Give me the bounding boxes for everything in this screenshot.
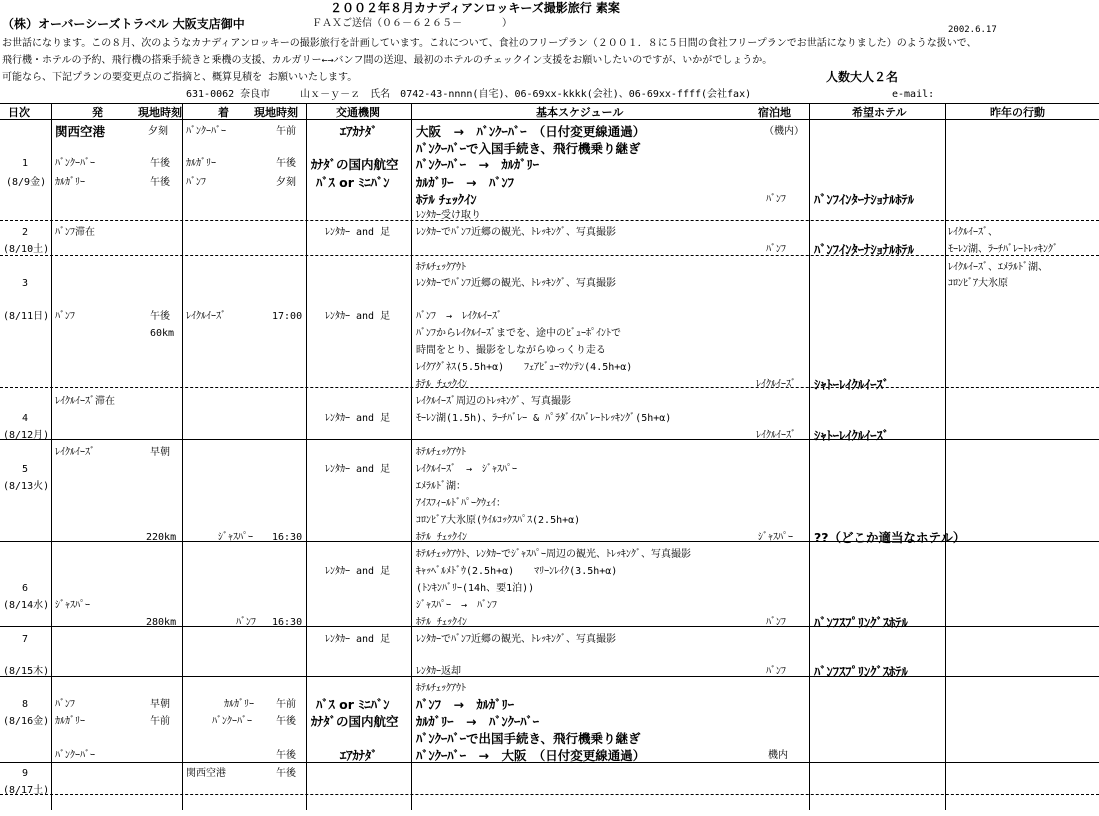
table-cell: ﾎﾃﾙ ﾁｪｯｸｲﾝ — [416, 532, 468, 543]
table-cell: 16:30 — [272, 617, 303, 628]
table-cell: ｴｱｶﾅﾀﾞ — [340, 748, 378, 763]
table-cell: 大阪 → ﾊﾞﾝｸｰﾊﾞｰ （日付変更線通過） — [416, 124, 646, 139]
table-cell: ﾎﾃﾙﾁｪｯｸｱｳﾄ、ﾚﾝﾀｶｰでｼﾞｬｽﾊﾟｰ周辺の観光、ﾄﾚｯｷﾝｸﾞ、写真撮影 — [416, 549, 691, 560]
table-cell: ﾎﾃﾙﾁｪｯｸｱｳﾄ — [416, 447, 466, 458]
col-header-arrive-time: 現地時刻 — [254, 106, 298, 119]
table-cell: ??（どこか適当なホテル） — [814, 530, 966, 545]
table-cell: ｶﾙｶﾞﾘｰ — [224, 699, 254, 710]
table-cell: ﾊﾞﾝﾌｽﾌﾟﾘﾝｸﾞｽﾎﾃﾙ — [814, 615, 908, 630]
table-cell: ｶﾅﾀﾞの国内航空 — [311, 157, 399, 172]
contact-info: 631-0062 奈良市 山ｘ－ｙ－ｚ 氏名 0742-43-nnnn(自宅)、06-69xx-kkkk(会社)、06-69xx-ffff(会社fax) — [186, 89, 752, 100]
table-cell: ﾊﾞﾝｸｰﾊﾞｰ — [55, 158, 95, 169]
table-cell: (8/13火) — [3, 481, 50, 492]
party-size: 人数大人２名 — [826, 70, 899, 84]
column-divider — [182, 103, 183, 810]
addressee: （株）オーバーシーズトラベル 大阪支店御中 — [2, 17, 245, 31]
table-cell: ﾊﾞﾝｸｰﾊﾞｰ — [186, 126, 226, 137]
table-cell: ﾚﾝﾀｶｰでﾊﾞﾝﾌ近郷の観光、ﾄﾚｯｷﾝｸﾞ、写真撮影 — [416, 278, 616, 289]
table-cell: ﾚﾝﾀｶｰ返却 — [416, 666, 461, 677]
table-cell: ﾊﾞﾝﾌからﾚｲｸﾙｲｰｽﾞまでを、途中のﾋﾞｭｰﾎﾟｲﾝﾄで — [416, 328, 621, 339]
table-cell: ﾚﾝﾀｶｰ and 足 — [325, 227, 391, 238]
table-cell: (8/12月) — [3, 430, 50, 441]
table-cell: 午後 — [276, 716, 296, 727]
table-cell: 時間をとり、撮影をしながらゆっくり走る — [416, 345, 606, 356]
table-cell: ﾊﾞﾝｸｰﾊﾞｰで入国手続き、飛行機乗り継ぎ — [416, 141, 641, 156]
col-header-lodging: 宿泊地 — [758, 106, 791, 119]
col-header-depart-time: 現地時刻 — [138, 106, 182, 119]
table-cell: ｼﾞｬｽﾊﾟｰ — [218, 532, 253, 543]
table-cell: 4 — [22, 413, 29, 424]
fax-number: ＦＡＸご送信（０６－６２６５－ ） — [312, 18, 512, 29]
table-cell: 早朝 — [150, 447, 170, 458]
table-cell: 280km — [146, 617, 177, 628]
row-separator — [0, 220, 1099, 221]
table-cell: ｶﾙｶﾞﾘｰ — [55, 177, 85, 188]
table-cell: ﾚｲｸﾙｲｰｽﾞ — [756, 379, 796, 390]
col-header-arrive: 着 — [218, 106, 229, 119]
table-cell: ﾚｲｸﾙｲｰｽﾞ、ｴﾒﾗﾙﾄﾞ湖、 — [948, 262, 1048, 273]
table-cell: 60km — [150, 328, 175, 339]
table-cell: ﾊﾞﾝｸｰﾊﾞｰ — [55, 750, 95, 761]
column-divider — [945, 103, 946, 810]
email-label: e-mail: — [892, 89, 935, 100]
table-cell: ｺﾛﾝﾋﾞｱ大氷原 — [948, 278, 1008, 289]
table-cell: 関西空港 — [55, 124, 106, 139]
table-cell: ﾊﾞﾝｸｰﾊﾞｰ → ｶﾙｶﾞﾘｰ — [416, 157, 539, 172]
table-cell: (8/14水) — [3, 600, 50, 611]
intro-text-line-1: お世話になります。この８月、次のようなカナディアンロッキーの撮影旅行を計画しています。これについて、食社のフリープラン（２００１．８に５日間の食社フリープランでお世話になりました）のような扱いで、 — [2, 38, 977, 49]
row-separator — [0, 255, 1099, 256]
table-cell: ｴｱｶﾅﾀﾞ — [340, 124, 378, 139]
table-cell: ｶﾙｶﾞﾘｰ — [186, 158, 216, 169]
table-cell: ﾊﾞﾝﾌ — [766, 194, 786, 205]
table-cell: 6 — [22, 583, 29, 594]
table-cell: ﾎﾃﾙﾁｪｯｸｱｳﾄ — [416, 262, 466, 273]
table-cell: (8/16金) — [3, 716, 50, 727]
table-cell: 9 — [22, 768, 29, 779]
table-cell: 5 — [22, 464, 29, 475]
table-top-border — [0, 103, 1099, 104]
table-cell: ﾚﾝﾀｶｰ and 足 — [325, 311, 391, 322]
table-cell: ﾓｰﾚﾝ湖(1.5h)、ﾗｰﾁﾊﾞﾚｰ & ﾊﾟﾗﾀﾞｲｽﾊﾞﾚｰﾄﾚｯｷﾝｸﾞ(5h+α) — [416, 413, 672, 424]
row-separator — [0, 676, 1099, 677]
table-cell: ﾚｲｸｱｸﾞﾈｽ(5.5h+α) ﾌｪｱﾋﾞｭｰﾏｳﾝﾃﾝ(4.5h+α) — [416, 362, 633, 373]
table-cell: ｶﾅﾀﾞの国内航空 — [311, 714, 399, 729]
column-divider — [51, 103, 52, 810]
table-cell: ﾊﾞﾝﾌｲﾝﾀｰﾅｼｮﾅﾙﾎﾃﾙ — [814, 242, 915, 257]
table-cell: ﾚﾝﾀｶｰ and 足 — [325, 634, 391, 645]
table-cell: (ﾄﾝｷﾝﾊﾞﾘｰ(14h、要1泊)) — [416, 583, 535, 594]
table-cell: ｶﾙｶﾞﾘｰ → ﾊﾞﾝﾌ — [416, 175, 514, 190]
table-cell: ﾚｲｸﾙｲｰｽﾞ — [55, 447, 95, 458]
table-cell: ﾚｲｸﾙｲｰｽﾞ、 — [948, 227, 998, 238]
table-cell: 夕刻 — [148, 126, 168, 137]
table-cell: ﾊﾞﾝﾌ — [236, 617, 256, 628]
table-cell: 午後 — [150, 177, 170, 188]
table-cell: ｶﾙｶﾞﾘｰ → ﾊﾞﾝｸｰﾊﾞｰ — [416, 714, 539, 729]
table-cell: ﾊﾞﾝﾌ — [186, 177, 206, 188]
table-cell: ｼﾞｬｽﾊﾟｰ — [55, 600, 90, 611]
table-cell: 7 — [22, 634, 29, 645]
table-cell: (8/11日) — [3, 311, 50, 322]
table-cell: 3 — [22, 278, 29, 289]
table-cell: ﾊﾞﾝﾌｲﾝﾀｰﾅｼｮﾅﾙﾎﾃﾙ — [814, 192, 915, 207]
table-cell: ｷｬｯﾍﾞﾙﾒﾄﾞｳ(2.5h+α) ﾏﾘｰﾝﾚｲｸ(3.5h+α) — [416, 566, 618, 577]
table-cell: (8/15木) — [3, 666, 50, 677]
table-cell: ﾚｲｸﾙｲｰｽﾞ滞在 — [55, 396, 115, 407]
table-cell: ｱｲｽﾌｨｰﾙﾄﾞﾊﾟｰｸｳｪｲ： — [416, 498, 506, 509]
table-cell: ﾊﾞﾝｸｰﾊﾞｰ — [212, 716, 252, 727]
table-cell: ｼﾞｬｽﾊﾟｰ → ﾊﾞﾝﾌ — [416, 600, 498, 611]
col-header-depart: 発 — [92, 106, 103, 119]
table-cell: 関西空港 — [186, 768, 226, 779]
column-divider — [809, 103, 810, 810]
table-cell: 午前 — [276, 699, 296, 710]
table-cell: ﾚｲｸﾙｲｰｽﾞ → ｼﾞｬｽﾊﾟｰ — [416, 464, 518, 475]
table-cell: ﾊﾞﾝｸｰﾊﾞｰ → 大阪 （日付変更線通過） — [416, 748, 646, 763]
table-cell: ｺﾛﾝﾋﾞｱ大氷原(ｳｲﾙｺｯｸｽﾊﾟｽ(2.5h+α) — [416, 515, 581, 526]
table-cell: 1 — [22, 158, 29, 169]
document-date: 2002.6.17 — [948, 25, 997, 35]
intro-text-line-2: 飛行機・ホテルの予約、飛行機の搭乗手続きと乗機の支援、カルガリー←→バンフ間の送迎、最初のホテルのチェックイン支援をお願いしたいのですが、いかがでしょうか。 — [2, 55, 773, 66]
table-cell: ﾚﾝﾀｶｰ and 足 — [325, 464, 391, 475]
column-divider — [411, 103, 412, 810]
table-cell: 機内 — [768, 750, 788, 761]
col-header-hotel: 希望ホテル — [852, 106, 907, 119]
table-cell: 午後 — [150, 158, 170, 169]
table-cell: ﾊﾞﾝﾌ — [766, 666, 786, 677]
header-bottom-border — [0, 119, 1099, 120]
table-cell: ﾊﾞﾝﾌｽﾌﾟﾘﾝｸﾞｽﾎﾃﾙ — [814, 664, 908, 679]
table-cell: 16:30 — [272, 532, 303, 543]
table-cell: 午後 — [276, 768, 296, 779]
table-cell: ﾊﾞﾝﾌ — [766, 244, 786, 255]
table-cell: 午後 — [276, 158, 296, 169]
table-cell: (8/17土) — [3, 785, 50, 796]
table-cell: ﾊﾞﾝﾌ → ｶﾙｶﾞﾘｰ — [416, 697, 514, 712]
table-cell: ｼﾞｬｽﾊﾟｰ — [758, 532, 793, 543]
table-cell: 午後 — [150, 311, 170, 322]
table-cell: ﾎﾃﾙ ﾁｪｯｸｲﾝ — [416, 617, 468, 628]
table-cell: ｴﾒﾗﾙﾄﾞ湖： — [416, 481, 466, 492]
table-cell: 17:00 — [272, 311, 303, 322]
table-cell: ﾓｰﾚﾝ湖、ﾗｰﾁﾊﾞﾚｰﾄﾚｯｷﾝｸﾞ — [948, 244, 1058, 255]
col-header-day: 日次 — [8, 106, 30, 119]
table-cell: ﾊﾞﾝﾌ → ﾚｲｸﾙｲｰｽﾞ — [416, 311, 503, 322]
row-separator — [0, 439, 1099, 440]
table-cell: 8 — [22, 699, 29, 710]
table-cell: ﾊﾞﾝﾌ — [55, 311, 75, 322]
table-cell: (8/10土) — [3, 244, 50, 255]
column-divider — [306, 103, 307, 810]
col-header-schedule: 基本スケジュール — [536, 106, 624, 119]
table-cell: 午前 — [150, 716, 170, 727]
table-cell: ﾎﾃﾙ ﾁｪｯｸｲﾝ — [416, 379, 468, 390]
table-cell: ｼｬﾄｰﾚｲｸﾙｲｰｽﾞ — [814, 428, 890, 443]
table-cell: 午前 — [276, 126, 296, 137]
table-cell: ﾊﾞﾝﾌ滞在 — [55, 227, 95, 238]
table-cell: ﾊﾞﾝｸｰﾊﾞｰで出国手続き、飛行機乗り継ぎ — [416, 731, 641, 746]
table-cell: 早朝 — [150, 699, 170, 710]
table-cell: ｶﾙｶﾞﾘｰ — [55, 716, 85, 727]
table-cell: ｼｬﾄｰﾚｲｸﾙｲｰｽﾞ — [814, 377, 890, 392]
table-cell: ﾚﾝﾀｶｰ and 足 — [325, 566, 391, 577]
table-cell: ﾚｲｸﾙｲｰｽﾞ周辺のﾄﾚｯｷﾝｸﾞ、写真撮影 — [416, 396, 571, 407]
table-cell: ﾎﾃﾙﾁｪｯｸｱｳﾄ — [416, 683, 466, 694]
table-cell: ﾚｲｸﾙｲｰｽﾞ — [186, 311, 226, 322]
row-separator — [0, 794, 1099, 795]
table-cell: 夕刻 — [276, 177, 296, 188]
col-header-transport: 交通機関 — [336, 106, 380, 119]
table-cell: 2 — [22, 227, 29, 238]
table-cell: ﾊﾞﾝﾌ — [55, 699, 75, 710]
table-cell: ﾊﾞﾝﾌ — [766, 617, 786, 628]
table-cell: (8/9金) — [6, 177, 47, 188]
col-header-last-year: 昨年の行動 — [990, 106, 1045, 119]
table-cell: ﾊﾞｽ or ﾐﾆﾊﾞﾝ — [316, 175, 390, 190]
table-cell: ﾚﾝﾀｶｰでﾊﾞﾝﾌ近郷の観光、ﾄﾚｯｷﾝｸﾞ、写真撮影 — [416, 634, 616, 645]
row-separator — [0, 387, 1099, 388]
table-cell: ﾊﾞｽ or ﾐﾆﾊﾞﾝ — [316, 697, 390, 712]
table-cell: 午後 — [276, 750, 296, 761]
table-cell: ﾚﾝﾀｶｰ and 足 — [325, 413, 391, 424]
table-cell: （機内） — [764, 126, 804, 137]
table-cell: 220km — [146, 532, 177, 543]
table-cell: ﾎﾃﾙ ﾁｪｯｸｲﾝ — [416, 192, 477, 207]
intro-text-line-3: 可能なら、下記プランの要変更点のご指摘と、概算見積を お願いいたします。 — [2, 72, 358, 83]
table-cell: ﾚﾝﾀｶｰでﾊﾞﾝﾌ近郷の観光、ﾄﾚｯｷﾝｸﾞ、写真撮影 — [416, 227, 616, 238]
table-cell: ﾚｲｸﾙｲｰｽﾞ — [756, 430, 796, 441]
page-title: ２００２年８月カナディアンロッキーズ撮影旅行 素案 — [330, 1, 620, 15]
table-cell: ﾚﾝﾀｶｰ受け取り — [416, 210, 481, 221]
